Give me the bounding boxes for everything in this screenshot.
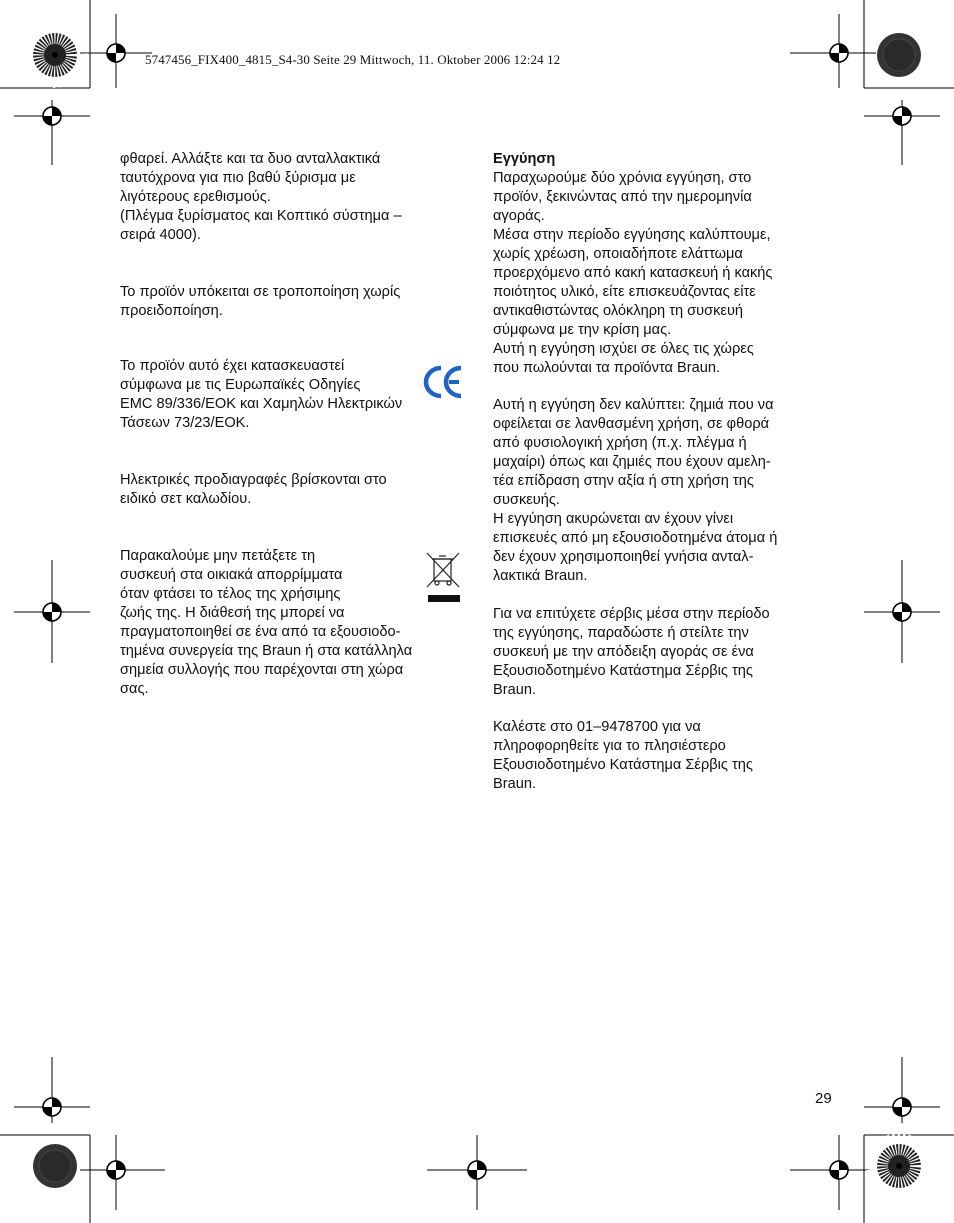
starburst-color-target-icon [877, 1144, 921, 1188]
replacement-parts-text: φθαρεί. Αλλάξτε και τα δυο ανταλλακτικά ταυτόχρονα για πιο βαθύ ξύρισμα με λιγότερους ερεθισμούς. (Πλέγμα ξυρίσματος και Κοπτικό σύστημα – σειρά 4000). [120, 151, 402, 243]
page-number: 29 [815, 1090, 832, 1107]
registration-crosshair-icon [830, 44, 848, 62]
starburst-color-target-icon [33, 33, 77, 77]
left-column [120, 547, 465, 699]
electrical-specs-text: Ηλεκτρικές προδιαγραφές βρίσκονται στο ειδικό σετ καλωδίου. [120, 472, 387, 507]
registration-crosshair-icon [107, 44, 125, 62]
registration-crosshair-icon [43, 107, 61, 125]
warranty-heading: Εγγύηση [493, 151, 556, 167]
print-imprint-line: 5747456_FIX400_4815_S4-30 Seite 29 Mittwoch, 11. Oktober 2006 12:24 12 [145, 52, 561, 67]
ce-conformity-icon [422, 364, 464, 400]
registration-crosshair-icon [893, 107, 911, 125]
starburst-color-target-icon [877, 33, 921, 77]
warranty-service-text: Για να επιτύχετε σέρβις μέσα στην περίοδο της εγγύησης, παραδώστε ή στείλτε την συσκευή με την απόδειξη αγοράς σε ένα Εξουσιοδοτημένο Κατάστημα Σέρβις της Braun. [493, 606, 770, 698]
eu-directives-text: Το προϊόν αυτό έχει κατασκευαστεί σύμφωνα με τις Ευρωπαϊκές Οδηγίες EMC 89/336/EOK και Χαμηλών Ηλεκτρικών Τάσεων 73/23/EOK. [120, 358, 403, 431]
left-column [120, 357, 460, 433]
registration-crosshair-icon [830, 1161, 848, 1179]
left-column [120, 283, 465, 321]
disposal-text: Παρακαλούμε μην πετάξετε τη συσκευή στα οικιακά απορρίμματα όταν φτάσει το τέλος της χρήσιμης ζωής της. Η διάθεσή της μπορεί να [120, 548, 345, 621]
registration-crosshair-icon [43, 603, 61, 621]
service-phone-text: Καλέστε στο 01–9478700 για να πληροφορηθείτε για το πλησιέστερο Εξουσιοδοτημένο Κατάστημα Σέρβις της Braun. [493, 719, 753, 792]
right-column [493, 396, 838, 586]
warranty-exclusions-text: Αυτή η εγγύηση δεν καλύπτει: ζημιά που να οφείλεται σε λανθασμένη χρήση, σε φθορά από φυσιολογική χρήση (π.χ. πλέγμα ή μαχαίρι) όπως και ζημιές που έχουν αμελη- τέα επίδραση στην αξία ή στη χρήση της συσκευής. Η εγγύηση ακυρώνεται αν έχουν γίνει επισκευές από μη εξουσιοδοτημένα άτομα ή δεν έχουν χρησιμοποιηθεί γνήσια ανταλ- λακτικά Braun. [493, 397, 778, 584]
starburst-color-target-icon [33, 1144, 77, 1188]
right-column [493, 718, 838, 794]
right-column [493, 605, 838, 700]
left-column [120, 471, 465, 509]
right-column [493, 150, 838, 378]
modification-notice-text: Το προϊόν υπόκειται σε τροποποίηση χωρίς προειδοποίηση. [120, 284, 401, 319]
registration-crosshair-icon [893, 603, 911, 621]
disposal-text-continued: πραγματοποιηθεί σε ένα από τα εξουσιοδο- τημένα συνεργεία της Braun ή στα κατάλληλα σημεία συλλογής που παρέχονται στη χώρα σας. [120, 624, 413, 697]
left-column [120, 150, 465, 245]
registration-crosshair-icon [43, 1098, 61, 1116]
warranty-coverage-text: Παραχωρούμε δύο χρόνια εγγύηση, στο προϊόν, ξεκινώντας από την ημερομηνία αγοράς. Μέσα στην περίοδο εγγύησης καλύπτουμε, χωρίς χρέωση, οποιαδήποτε ελάττωμα προερχόμενο από κακή κατασκευή ή κακής ποιότητος υλικό, είτε επισκευάζοντας είτε αντικαθιστώντας ολόκληρη τη συσκευή σύμφωνα με την κρίση μας. Αυτή η εγγύηση ισχύει σε όλες τις χώρες που πωλούνται τα προϊόντα Braun. [493, 170, 773, 376]
registration-crosshair-icon [107, 1161, 125, 1179]
registration-crosshair-icon [468, 1161, 486, 1179]
crossed-out-wheelie-bin-icon [423, 549, 463, 605]
registration-crosshair-icon [893, 1098, 911, 1116]
